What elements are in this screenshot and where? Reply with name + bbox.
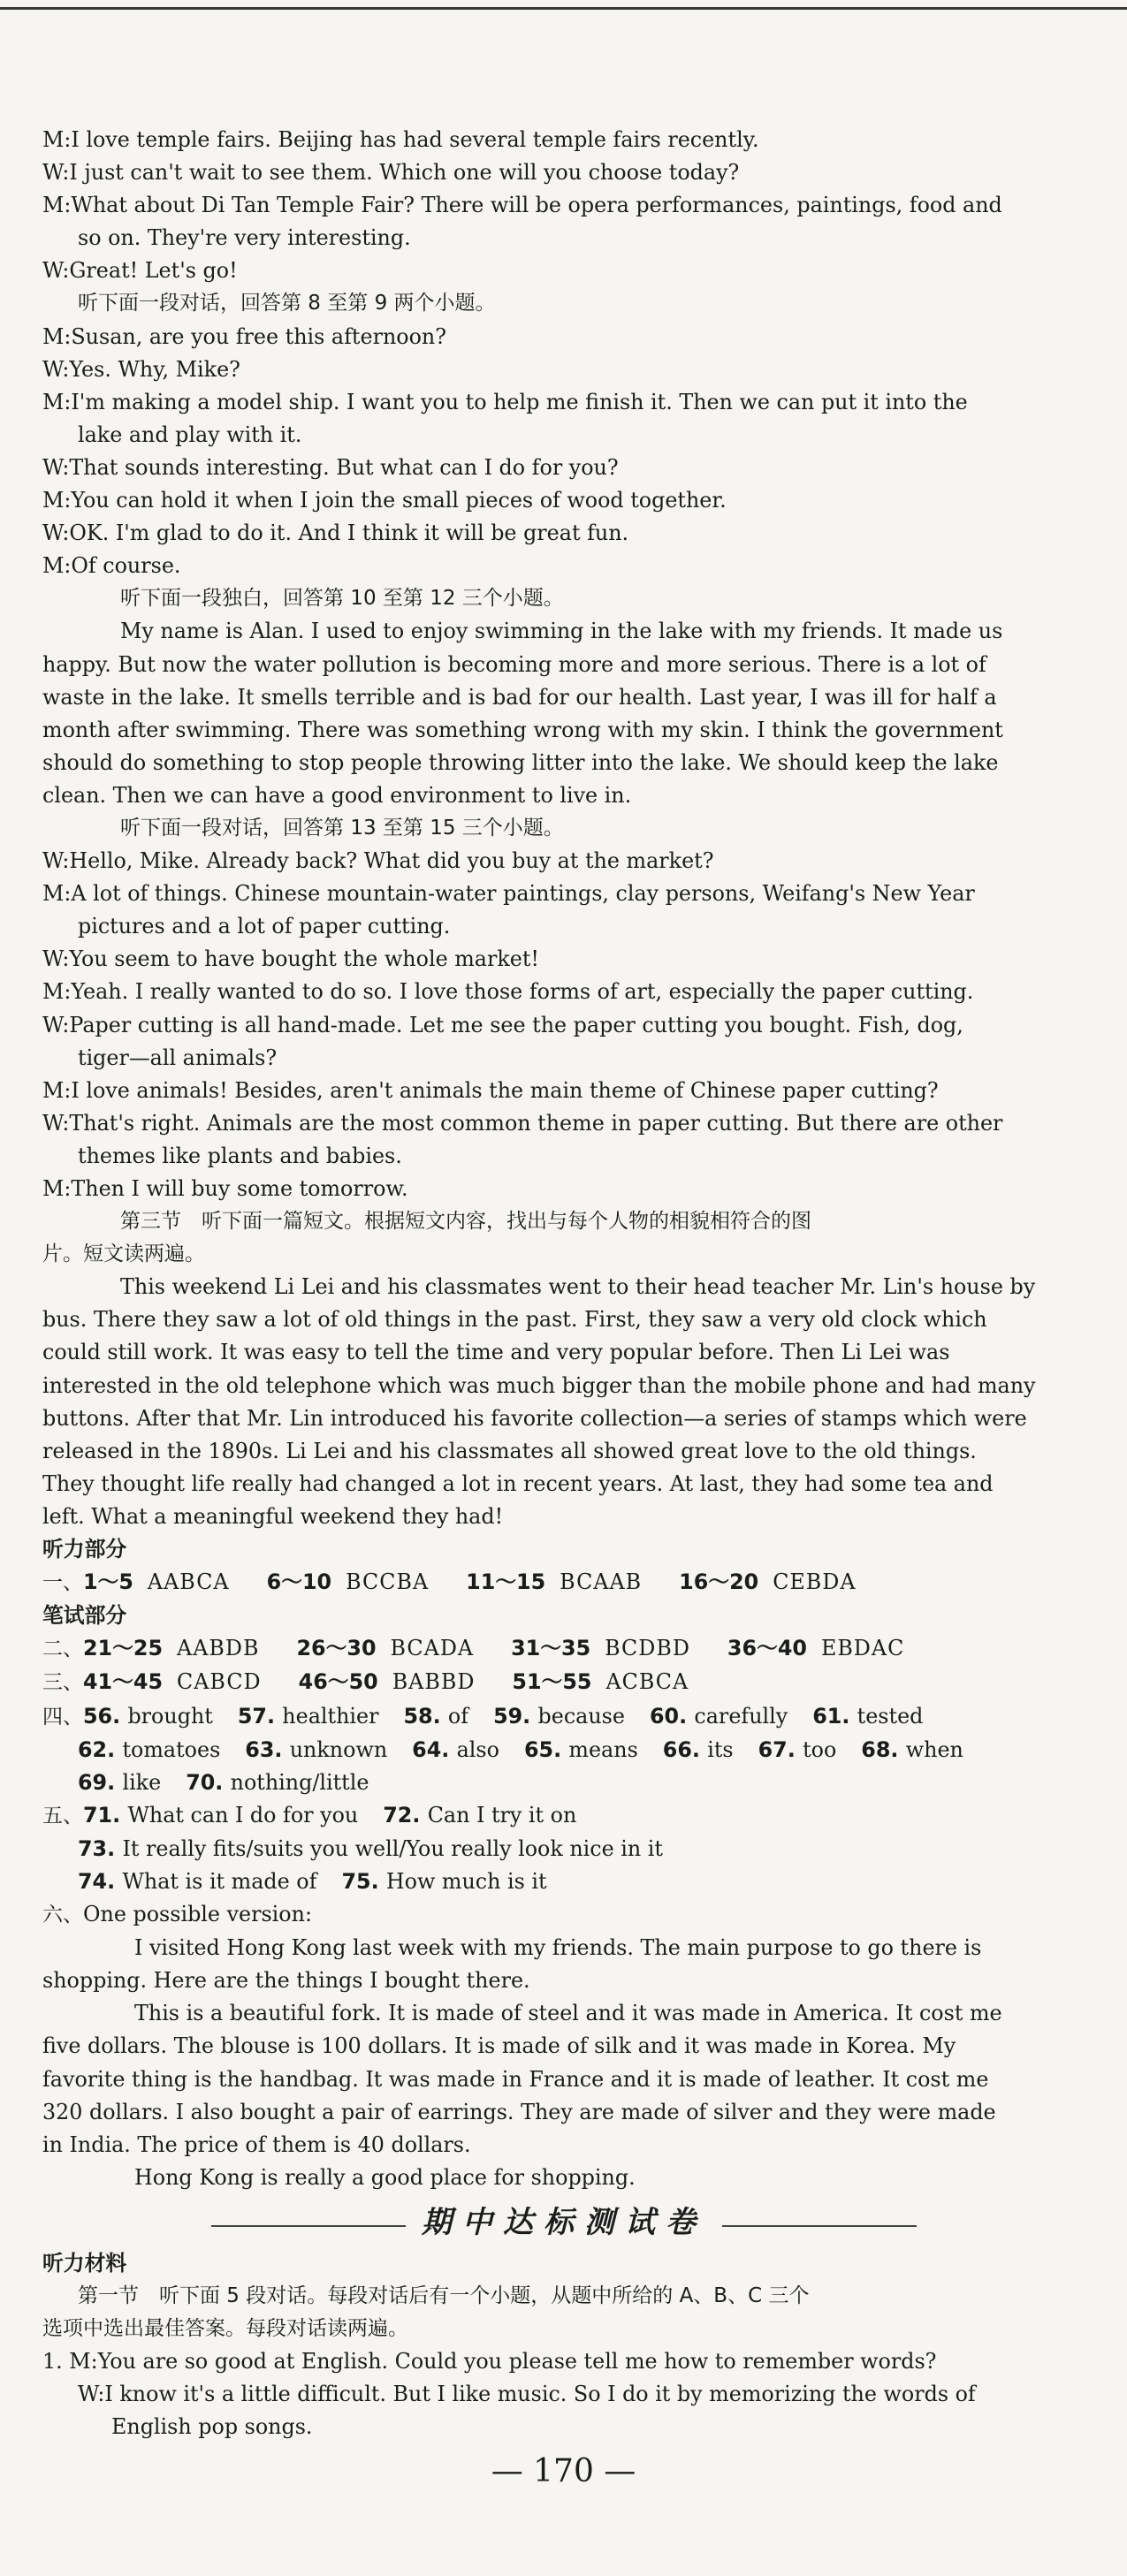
item-answer: like — [122, 1769, 162, 1795]
item-number: 66. — [662, 1736, 708, 1762]
item-answer: too — [803, 1736, 837, 1762]
item-number: 64. — [412, 1736, 457, 1762]
answer-range: 51～55 — [512, 1669, 592, 1695]
text-line: happy. But now the water pollution is becoming more and more serious. There is a lot of — [42, 651, 986, 677]
answer-value: CEBDA — [773, 1569, 857, 1595]
essay-line: favorite thing is the handbag. It was made in France and it is made of leather. It cost me — [42, 2066, 989, 2092]
item-answer: also — [456, 1736, 499, 1762]
item-number: 68. — [861, 1736, 906, 1762]
item-answer: What can I do for you — [127, 1802, 359, 1828]
item-number: 62. — [78, 1736, 123, 1762]
section-heading-writing: 笔试部分 — [42, 1603, 127, 1629]
item-answer: What is it made of — [122, 1868, 317, 1894]
title-decoration — [722, 2225, 917, 2227]
text-line: My name is Alan. I used to enjoy swimming in the lake with my friends. It made us — [120, 619, 1003, 644]
essay-line: Hong Kong is really a good place for shopping. — [134, 2164, 636, 2190]
instruction-line: 听下面一段对话，回答第 8 至第 9 两个小题。 — [78, 292, 496, 315]
answer-value: CABCD — [177, 1669, 262, 1695]
text-line: W:That sounds interesting. But what can I do for you? — [42, 454, 619, 480]
instruction-line: 选项中选出最佳答案。每段对话读两遍。 — [42, 2317, 408, 2341]
answer-value: ACBCA — [605, 1669, 689, 1695]
item-number: 63. — [245, 1736, 290, 1762]
text-line: M:I love animals! Besides, aren't animals the main theme of Chinese paper cutting? — [42, 1077, 939, 1103]
text-line: pictures and a lot of paper cutting. — [78, 914, 451, 939]
answer-row-part1 — [42, 1566, 1085, 1600]
item-answer: because — [537, 1703, 625, 1729]
item-answer: its — [707, 1736, 734, 1762]
text-line: W:Hello, Mike. Already back? What did you buy at the market? — [42, 848, 714, 874]
answer-value: AABDB — [177, 1636, 260, 1661]
text-line: M:I'm making a model ship. I want you to help me finish it. Then we can put it into the — [42, 389, 968, 414]
answer-range: 11～15 — [466, 1569, 546, 1595]
answer-range: 31～35 — [511, 1636, 591, 1661]
answer-row-part4-2 — [42, 1734, 1085, 1767]
item-answer: of — [447, 1703, 469, 1729]
answer-row-part5-3 — [42, 1866, 1085, 1898]
part-label: 三、 — [42, 1671, 83, 1695]
item-number: 60. — [649, 1703, 695, 1729]
item-number: 75. — [341, 1868, 386, 1894]
item-number: 58. — [403, 1703, 448, 1729]
exam-title-block — [42, 2204, 1085, 2242]
text-line: should do something to stop people throwing litter into the lake. We should keep the lake — [42, 749, 999, 775]
instruction-line: 第一节 听下面 5 段对话。每段对话后有一个小题，从题中所给的 A、B、C 三个 — [78, 2284, 810, 2308]
item-number: 69. — [78, 1769, 123, 1795]
item-number: 72. — [383, 1802, 428, 1828]
dialog-line: 1. M:You are so good at English. Could you please tell me how to remember words? — [42, 2349, 937, 2375]
part6-intro: One possible version: — [83, 1902, 312, 1927]
text-line: left. What a meaningful weekend they had! — [42, 1503, 504, 1529]
text-line: clean. Then we can have a good environment to live in. — [42, 782, 632, 808]
answer-range: 21～25 — [83, 1636, 164, 1661]
text-line: This weekend Li Lei and his classmates went to their head teacher Mr. Lin's house by — [120, 1274, 1036, 1300]
item-number: 70. — [186, 1769, 231, 1795]
item-answer: Can I try it on — [427, 1802, 577, 1828]
item-number: 73. — [78, 1835, 123, 1861]
essay-line: shopping. Here are the things I bought there. — [42, 1968, 530, 1994]
page-number: — 170 — — [491, 2453, 636, 2489]
item-answer: unknown — [289, 1736, 388, 1762]
dialog-line: W:I know it's a little difficult. But I like music. So I do it by memorizing the words of — [78, 2382, 976, 2407]
text-line: bus. There they saw a lot of old things in the past. First, they saw a very old clock which — [42, 1307, 987, 1333]
text-line: could still work. It was easy to tell the time and very popular before. Then Li Lei was — [42, 1340, 950, 1365]
item-answer: tested — [857, 1703, 924, 1729]
text-line: themes like plants and babies. — [78, 1143, 402, 1168]
item-answer: How much is it — [385, 1868, 547, 1894]
text-line: buttons. After that Mr. Lin introduced his favorite collection—a series of stamps which were — [42, 1405, 1027, 1431]
instruction-line: 听下面一段对话，回答第 13 至第 15 三个小题。 — [120, 816, 564, 840]
part-label: 一、 — [42, 1571, 83, 1595]
item-answer: It really fits/suits you well/You really look nice in it — [122, 1835, 663, 1861]
essay-line: five dollars. The blouse is 100 dollars. It is made of silk and it was made in Korea. My — [42, 2033, 956, 2059]
answer-row-part6 — [42, 1898, 1085, 1932]
answer-row-part4-1 — [42, 1700, 1085, 1734]
item-answer: healthier — [282, 1703, 379, 1729]
text-line: W:Paper cutting is all hand-made. Let me see the paper cutting you bought. Fish, dog, — [42, 1012, 963, 1037]
answer-value: AABCA — [147, 1569, 230, 1595]
answer-range: 6～10 — [266, 1569, 332, 1595]
item-number: 56. — [83, 1703, 128, 1729]
answer-value: BCDBD — [605, 1636, 690, 1661]
answer-row-part4-3 — [42, 1767, 1085, 1799]
answer-range: 41～45 — [83, 1669, 164, 1695]
text-line: W:That's right. Animals are the most common theme in paper cutting. But there are other — [42, 1110, 1003, 1136]
text-line: They thought life really had changed a lot in recent years. At last, they had some tea and — [42, 1470, 994, 1496]
text-line: interested in the old telephone which was much bigger than the mobile phone and had many — [42, 1372, 1036, 1398]
item-number: 61. — [812, 1703, 857, 1729]
item-answer: brought — [127, 1703, 213, 1729]
item-answer: carefully — [694, 1703, 788, 1729]
section-heading-listening: 听力部分 — [42, 1537, 127, 1562]
essay-line: This is a beautiful fork. It is made of steel and it was made in America. It cost me — [134, 2001, 1002, 2026]
item-answer: means — [568, 1736, 638, 1762]
text-line: M:What about Di Tan Temple Fair? There will be opera performances, paintings, food and — [42, 193, 1002, 218]
answer-range: 1～5 — [83, 1569, 133, 1595]
item-answer: nothing/little — [230, 1769, 369, 1795]
answer-range: 16～20 — [679, 1569, 759, 1595]
answer-value: BCCBA — [346, 1569, 430, 1595]
essay-line: in India. The price of them is 40 dollars. — [42, 2131, 471, 2157]
answer-value: BCAAB — [560, 1569, 643, 1595]
instruction-line: 第三节 听下面一篇短文。根据短文内容，找出与每个人物的相貌相符合的图 — [120, 1210, 811, 1234]
text-line: M:Yeah. I really wanted to do so. I love those forms of art, especially the paper cutting. — [42, 979, 974, 1005]
text-line: W:You seem to have bought the whole market! — [42, 946, 539, 972]
answer-row-part5-1 — [42, 1799, 1085, 1833]
text-line: so on. They're very interesting. — [78, 225, 411, 251]
text-line: lake and play with it. — [78, 422, 302, 447]
instruction-line: 片。短文读两遍。 — [42, 1242, 205, 1266]
instruction-line: 听下面一段独白，回答第 10 至第 12 三个小题。 — [120, 587, 564, 611]
answer-value: BCADA — [390, 1636, 475, 1661]
top-rule — [0, 7, 1127, 10]
item-answer: tomatoes — [122, 1736, 221, 1762]
item-number: 71. — [83, 1802, 128, 1828]
text-line: M:Of course. — [42, 553, 181, 579]
answer-row-part2 — [42, 1632, 1085, 1666]
dialog-line: English pop songs. — [111, 2414, 313, 2440]
page-content — [42, 124, 1085, 2444]
answer-range: 36～40 — [727, 1636, 807, 1661]
answer-range: 26～30 — [296, 1636, 377, 1661]
text-line: W:OK. I'm glad to do it. And I think it will be great fun. — [42, 521, 629, 546]
item-number: 67. — [758, 1736, 803, 1762]
text-line: M:You can hold it when I join the small pieces of wood together. — [42, 488, 727, 513]
item-number: 74. — [78, 1868, 123, 1894]
answer-row-part3 — [42, 1666, 1085, 1699]
text-line: released in the 1890s. Li Lei and his classmates all showed great love to the old things. — [42, 1438, 977, 1463]
answer-value: EBDAC — [820, 1636, 905, 1661]
item-number: 65. — [523, 1736, 569, 1762]
answer-range: 46～50 — [298, 1669, 378, 1695]
part-label: 四、 — [42, 1705, 83, 1729]
part-label: 六、 — [42, 1904, 83, 1927]
text-line: W:Yes. Why, Mike? — [42, 356, 240, 382]
part-label: 五、 — [42, 1804, 83, 1828]
text-line: M:Then I will buy some tomorrow. — [42, 1176, 408, 1201]
text-line: M:Susan, are you free this afternoon? — [42, 323, 447, 349]
text-line: W:Great! Let's go! — [42, 258, 238, 284]
item-answer: when — [905, 1736, 963, 1762]
essay-line: I visited Hong Kong last week with my friends. The main purpose to go there is — [134, 1935, 982, 1961]
part-label: 二、 — [42, 1638, 83, 1661]
exam-title: 期中达标测试卷 — [422, 2204, 706, 2240]
section-heading-materials: 听力材料 — [42, 2251, 127, 2276]
text-line: month after swimming. There was something wrong with my skin. I think the government — [42, 717, 1003, 742]
text-line: tiger—all animals? — [78, 1045, 278, 1070]
item-number: 59. — [493, 1703, 538, 1729]
text-line: M:I love temple fairs. Beijing has had several temple fairs recently. — [42, 127, 759, 152]
essay-line: 320 dollars. I also bought a pair of earrings. They are made of silver and they were made — [42, 2099, 996, 2124]
title-decoration — [211, 2225, 406, 2227]
answer-row-part5-2 — [42, 1833, 1085, 1866]
text-line: M:A lot of things. Chinese mountain-water paintings, clay persons, Weifang's New Year — [42, 881, 975, 907]
answer-value: BABBD — [392, 1669, 476, 1695]
text-line: waste in the lake. It smells terrible and is bad for our health. Last year, I was ill for half a — [42, 684, 997, 710]
text-line: W:I just can't wait to see them. Which one will you choose today? — [42, 160, 740, 186]
item-number: 57. — [237, 1703, 283, 1729]
